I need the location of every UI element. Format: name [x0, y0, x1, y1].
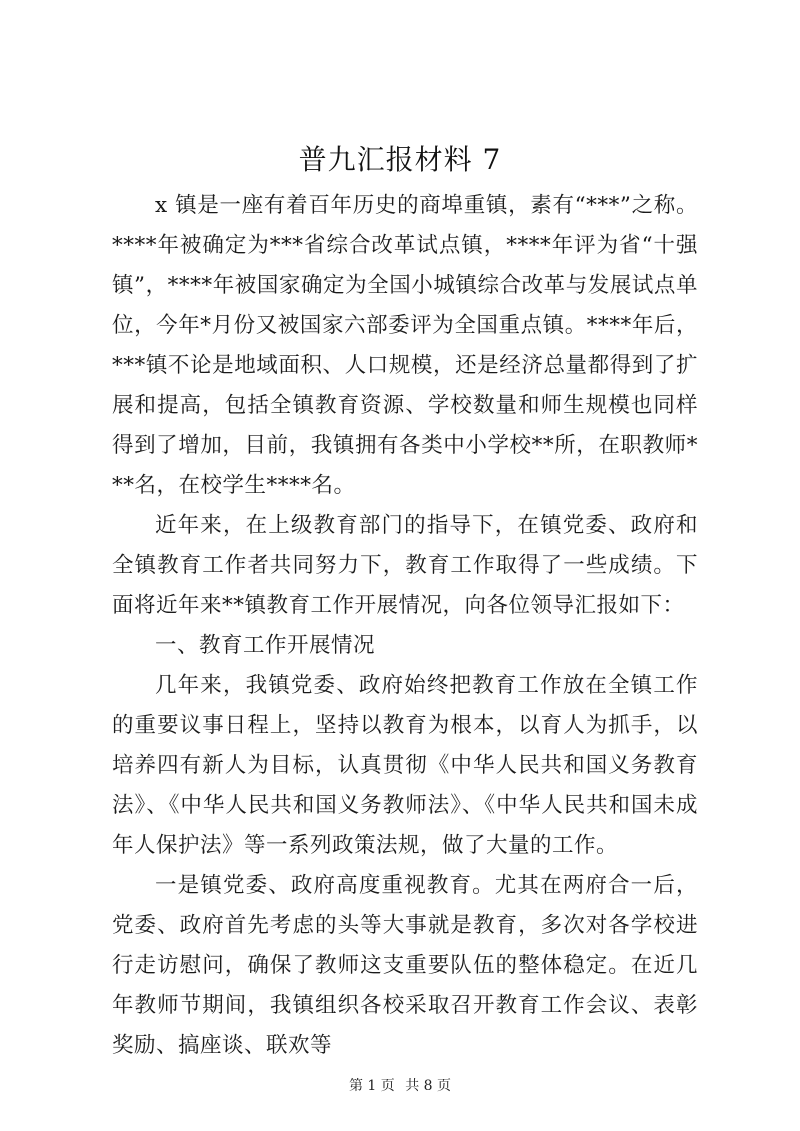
document-title: 普九汇报材料 7 [298, 143, 502, 176]
paragraph-intro: x 镇是一座有着百年历史的商埠重镇，素有“***”之称。****年被确定为***省综合改革试点镇，****年评为省“十强镇”，****年被国家确定为全国小城镇综合改革与发展试点单位，今年*月份又被国家六部委评为全国重点镇。****年后，***镇不论是地域面积、人口规模，还是经济总量都得到了扩展和提高，包括全镇教育资源、学校数量和师生规模也同样得到了增加，目前，我镇拥有各类中小学校**所，在职教师***名，在校学生****名。 [112, 193, 698, 498]
page-number: 第 1 页 [348, 1078, 395, 1094]
paragraph-overview: 近年来，在上级教育部门的指导下，在镇党委、政府和全镇教育工作者共同努力下，教育工作取得了一些成绩。下面将近年来**镇教育工作开展情况，向各位领导汇报如下： [112, 513, 698, 618]
paragraph-point-one: 一是镇党委、政府高度重视教育。尤其在两府合一后，党委、政府首先考虑的头等大事就是教育，多次对各学校进行走访慰问，确保了教师这支重要队伍的整体稳定。在近几年教师节期间，我镇组织各校采取召开教育工作会议、表彰奖励、搞座谈、联欢等 [112, 873, 698, 1058]
page-footer [0, 1077, 800, 1095]
document-body [112, 186, 698, 1066]
page-total: 共 8 页 [405, 1078, 452, 1094]
section-heading: 一、教育工作开展情况 [155, 633, 376, 658]
paragraph-work: 几年来，我镇党委、政府始终把教育工作放在全镇工作的重要议事日程上，坚持以教育为根本，以育人为抓手，以培养四有新人为目标，认真贯彻《中华人民共和国义务教育法》、《中华人民共和国义务教师法》、《中华人民共和国未成年人保护法》等一系列政策法规，做了大量的工作。 [112, 673, 698, 858]
